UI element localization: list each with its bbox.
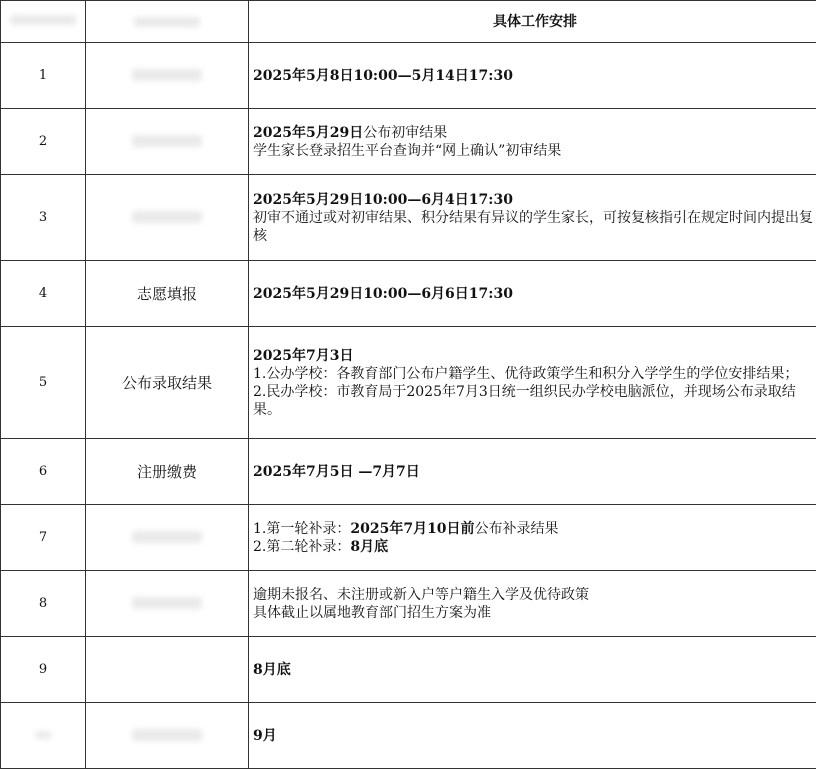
arrangement-date: 2025年5月29日 (253, 125, 363, 141)
row-number: 3 (1, 175, 86, 261)
row-stage (86, 703, 249, 769)
blurred-stage-text (132, 531, 202, 543)
row-number: 8 (1, 571, 86, 637)
arrangement-line: 逾期未报名、未注册或新入户等户籍生入学及优待政策 (253, 586, 816, 604)
header-stage-cell (86, 1, 249, 43)
row-arrangement (249, 505, 816, 571)
row-stage: 注册缴费 (86, 439, 249, 505)
arrangement-text: 2.第二轮补录： (253, 539, 350, 555)
blurred-number-text (35, 731, 51, 739)
table-row (1, 571, 816, 637)
table-row (1, 109, 816, 175)
arrangement-line: 1.公办学校：各教育部门公布户籍学生、优待政策学生和积分入学学生的学位安排结果； (253, 365, 816, 383)
arrangement-line (253, 520, 816, 538)
table-header-row (1, 1, 816, 43)
arrangement-date: 2025年7月10日前 (350, 521, 474, 537)
row-arrangement (249, 327, 816, 439)
table-row (1, 505, 816, 571)
blurred-stage-text (132, 729, 202, 741)
row-stage (86, 505, 249, 571)
row-number: 7 (1, 505, 86, 571)
row-arrangement (249, 261, 816, 327)
row-arrangement (249, 439, 816, 505)
row-number: 2 (1, 109, 86, 175)
row-number: 4 (1, 261, 86, 327)
arrangement-date: 2025年7月3日 (253, 348, 353, 364)
row-arrangement (249, 571, 816, 637)
row-stage: 志愿填报 (86, 261, 249, 327)
arrangement-text: 公布补录结果 (475, 521, 559, 537)
arrangement-date: 2025年5月29日10:00—6月6日17:30 (253, 286, 513, 302)
row-stage: 公布录取结果 (86, 327, 249, 439)
row-arrangement (249, 43, 816, 109)
blurred-header-text (134, 17, 200, 27)
arrangement-date: 8月底 (350, 539, 388, 555)
table-row (1, 327, 816, 439)
blurred-stage-text (132, 211, 202, 223)
arrangement-line (253, 538, 816, 556)
row-arrangement (249, 175, 816, 261)
row-stage (86, 43, 249, 109)
header-number-cell (1, 1, 86, 43)
blurred-stage-text (132, 135, 202, 147)
table-row (1, 439, 816, 505)
table-row (1, 637, 816, 703)
row-arrangement (249, 703, 816, 769)
row-number: 9 (1, 637, 86, 703)
row-number: 6 (1, 439, 86, 505)
arrangement-text: 公布初审结果 (363, 125, 447, 141)
arrangement-date: 8月底 (253, 662, 291, 678)
arrangement-date: 2025年5月29日10:00—6月4日17:30 (253, 192, 513, 208)
row-arrangement (249, 637, 816, 703)
arrangement-line: 初审不通过或对初审结果、积分结果有异议的学生家长，可按复核指引在规定时间内提出复核 (253, 209, 816, 245)
row-stage (86, 637, 249, 703)
arrangement-line (253, 124, 816, 142)
blurred-stage-text (132, 69, 202, 81)
row-stage (86, 571, 249, 637)
table-row (1, 43, 816, 109)
table-row (1, 175, 816, 261)
arrangement-line: 2.民办学校：市教育局于2025年7月3日统一组织民办学校电脑派位，并现场公布录取结果。 (253, 383, 816, 419)
arrangement-date: 9月 (253, 728, 277, 744)
row-number (1, 703, 86, 769)
blurred-stage-text (132, 597, 202, 609)
arrangement-line (253, 347, 816, 365)
table-row (1, 703, 816, 769)
arrangement-date: 2025年7月5日 —7月7日 (253, 464, 420, 480)
table-row (1, 261, 816, 327)
row-stage (86, 175, 249, 261)
arrangement-line: 学生家长登录招生平台查询并“网上确认”初审结果 (253, 142, 816, 160)
arrangement-date: 2025年5月8日10:00—5月14日17:30 (253, 68, 513, 84)
row-arrangement (249, 109, 816, 175)
row-stage (86, 109, 249, 175)
row-number: 5 (1, 327, 86, 439)
header-arrangement-cell: 具体工作安排 (249, 1, 816, 43)
row-number: 1 (1, 43, 86, 109)
arrangement-line: 具体截止以属地教育部门招生方案为准 (253, 604, 816, 622)
blurred-header-text (10, 15, 76, 25)
arrangement-line (253, 191, 816, 209)
arrangement-text: 1.第一轮补录： (253, 521, 350, 537)
